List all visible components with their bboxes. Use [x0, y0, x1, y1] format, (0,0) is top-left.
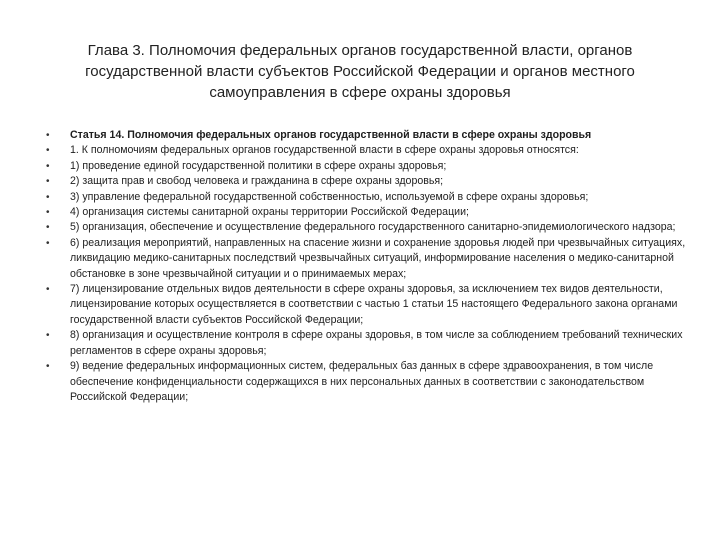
bullet-icon: •	[46, 207, 50, 219]
list-item	[46, 190, 686, 205]
item-text: 1. К полномочиям федеральных органов государственной власти в сфере охраны здоровья относятся:	[70, 144, 579, 157]
list-item	[46, 205, 686, 220]
item-text: 5) организация, обеспечение и осуществление федерального государственного санитарно-эпидемиологического надзора;	[70, 221, 676, 234]
slide-content	[46, 128, 686, 405]
chapter-heading: Полномочия федеральных органов государственной власти, органов государственной власти субъектов Российской Федерации и органов местного самоуправления в сфере охраны здоровья	[85, 42, 635, 101]
item-text: 9) ведение федеральных информационных систем, федеральных баз данных в сфере здравоохранения, в том числе обеспечение конфиденциальности содержащихся в них персональных данных в соответствии с законодательством Российской Федерации;	[70, 360, 654, 403]
item-text: 1) проведение единой государственной политики в сфере охраны здоровья;	[70, 159, 447, 172]
bullet-icon: •	[46, 145, 50, 157]
bullet-icon: •	[46, 361, 50, 373]
bullet-icon: •	[46, 176, 50, 188]
bullet-icon: •	[46, 130, 50, 141]
list-item	[46, 174, 686, 189]
list-item	[46, 236, 686, 282]
bullet-icon: •	[46, 237, 50, 249]
item-text: 3) управление федеральной государственной собственностью, используемой в сфере охраны здоровья;	[70, 190, 589, 203]
bullet-icon: •	[46, 330, 50, 342]
list-item	[46, 159, 686, 174]
bullet-icon: •	[46, 160, 50, 172]
list-item	[46, 143, 686, 158]
bullet-icon: •	[46, 222, 50, 234]
bullet-icon: •	[46, 191, 50, 203]
bullet-list	[46, 128, 686, 405]
list-item	[46, 128, 686, 143]
slide-title	[40, 40, 680, 103]
list-item	[46, 282, 686, 328]
list-item	[46, 359, 686, 405]
item-text: 4) организация системы санитарной охраны территории Российской Федерации;	[70, 206, 469, 219]
article-title: Статья 14. Полномочия федеральных органов государственной власти в сфере охраны здоровья	[70, 129, 592, 141]
bullet-icon: •	[46, 284, 50, 296]
chapter-number: Глава 3.	[87, 42, 145, 59]
item-text: 2) защита прав и свобод человека и гражданина в сфере охраны здоровья;	[70, 175, 444, 188]
item-text: 7) лицензирование отдельных видов деятельности в сфере охраны здоровья, за исключением тех видов деятельности, лицензирование которых осуществляется в соответствии с частью 1 статьи 15 настоящего Федерального закона органами государственной власти субъектов Российской Федерации;	[70, 283, 678, 326]
list-item	[46, 328, 686, 359]
item-text: 6) реализация мероприятий, направленных на спасение жизни и сохранение здоровья людей при чрезвычайных ситуациях, ликвидацию медико-санитарных последствий чрезвычайных ситуаций, информирование населения о медико-санитарной обстановке в зоне чрезвычайной ситуации и о принимаемых мерах;	[70, 236, 686, 280]
list-item	[46, 220, 686, 235]
item-text: 8) организация и осуществление контроля в сфере охраны здоровья, в том числе за соблюдением требований технических регламентов в сфере охраны здоровья;	[70, 329, 683, 357]
